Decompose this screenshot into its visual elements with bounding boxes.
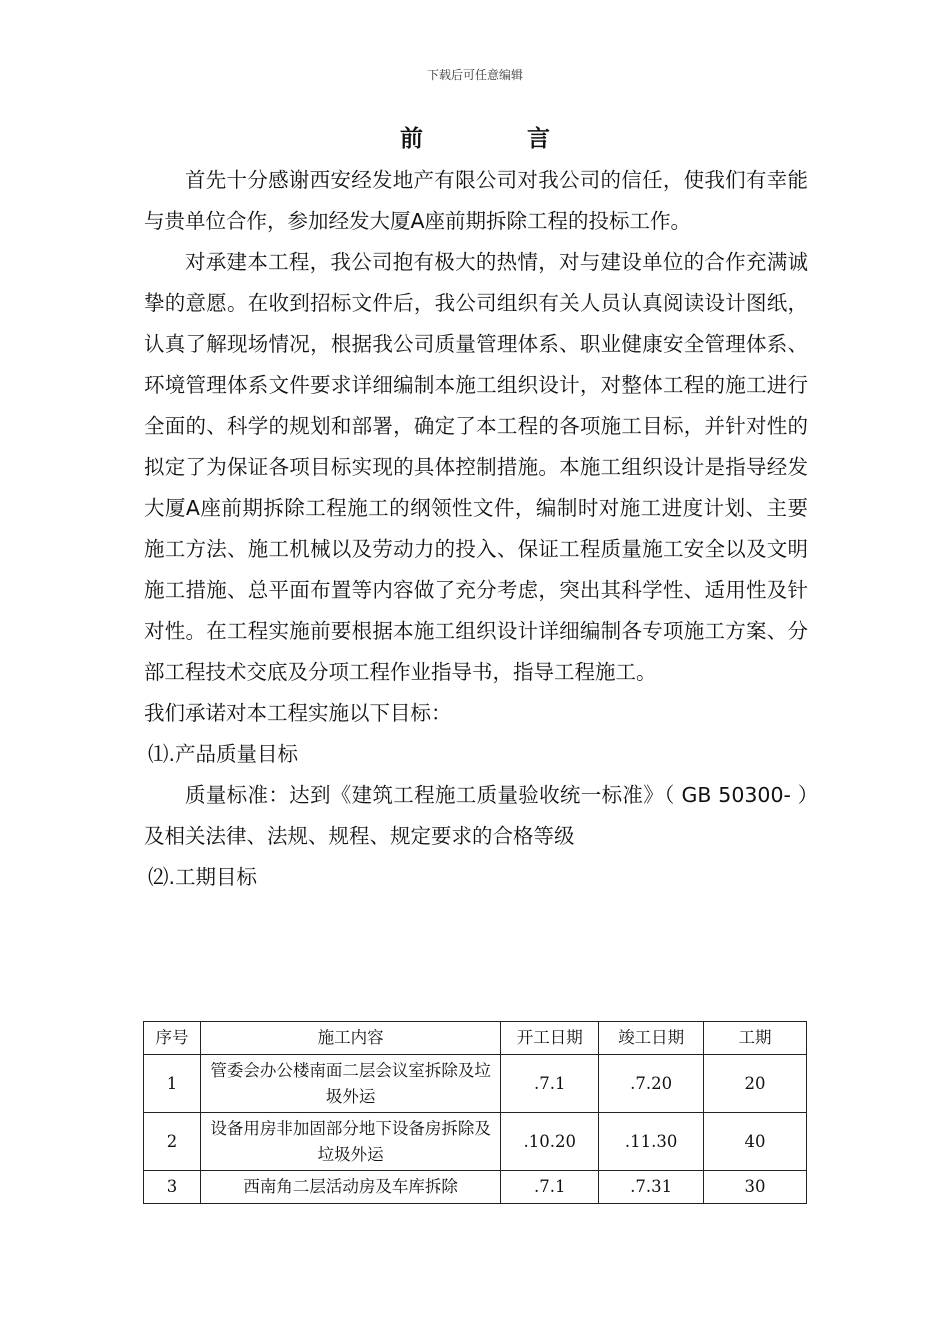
document-body [144, 160, 808, 898]
paragraph-introduction: 对承建本工程，我公司抱有极大的热情，对与建设单位的合作充满诚挚的意愿。在收到招标文件后，我公司组织有关人员认真阅读设计图纸，认真了解现场情况，根据我公司质量管理体系、职业健康安全管理体系、环境管理体系文件要求详细编制本施工组织设计，对整体工程的施工进行全面的、科学的规划和部署，确定了本工程的各项施工目标，并针对性的拟定了为保证各项目标实现的具体控制措施。本施工组织设计是指导经发大厦A座前期拆除工程施工的纲领性文件，编制时对施工进度计划、主要施工方法、施工机械以及劳动力的投入、保证工程质量施工安全以及文明施工措施、总平面布置等内容做了充分考虑，突出其科学性、适用性及针对性。在工程实施前要根据本施工组织设计详细编制各专项施工方案、分部工程技术交底及分项工程作业指导书，指导工程施工。 [144, 250, 808, 684]
page-header: 下载后可任意编辑 [426, 68, 523, 82]
cell-content: 管委会办公楼南面二层会议室拆除及垃圾外运 [200, 1055, 500, 1113]
quality-goal-heading: ⑴.产品质量目标 [148, 742, 299, 766]
cell-duration: 40 [704, 1113, 807, 1171]
cell-start-date: .7.1 [501, 1171, 599, 1204]
schedule-table [143, 1021, 807, 1204]
cell-duration: 30 [704, 1171, 807, 1204]
table-header-row [144, 1022, 807, 1055]
cell-index: 3 [144, 1171, 201, 1204]
cell-end-date: .7.20 [599, 1055, 704, 1113]
quality-standard-text: 质量标准：达到《建筑工程施工质量验收统一标准》（ GB 50300- ）及相关法律、法规、规程、规定要求的合格等级 [144, 783, 808, 848]
col-header-duration: 工期 [704, 1022, 807, 1055]
schedule-goal-heading: ⑵.工期目标 [148, 865, 258, 889]
table-row [144, 1055, 807, 1113]
cell-index: 1 [144, 1055, 201, 1113]
col-header-start-date: 开工日期 [501, 1022, 599, 1055]
table-row [144, 1113, 807, 1171]
cell-duration: 20 [704, 1055, 807, 1113]
table-row [144, 1171, 807, 1204]
page-title: 前 言 [399, 126, 598, 152]
col-header-content: 施工内容 [200, 1022, 500, 1055]
cell-index: 2 [144, 1113, 201, 1171]
cell-content: 设备用房非加固部分地下设备房拆除及垃圾外运 [200, 1113, 500, 1171]
paragraph-thanks: 首先十分感谢西安经发地产有限公司对我公司的信任，使我们有幸能与贵单位合作，参加经发大厦A座前期拆除工程的投标工作。 [144, 168, 808, 233]
col-header-end-date: 竣工日期 [599, 1022, 704, 1055]
cell-end-date: .7.31 [599, 1171, 704, 1204]
cell-start-date: .10.20 [501, 1113, 599, 1171]
col-header-index: 序号 [144, 1022, 201, 1055]
cell-end-date: .11.30 [599, 1113, 704, 1171]
commitment-line: 我们承诺对本工程实施以下目标： [144, 701, 452, 725]
cell-start-date: .7.1 [501, 1055, 599, 1113]
cell-content: 西南角二层活动房及车库拆除 [200, 1171, 500, 1204]
